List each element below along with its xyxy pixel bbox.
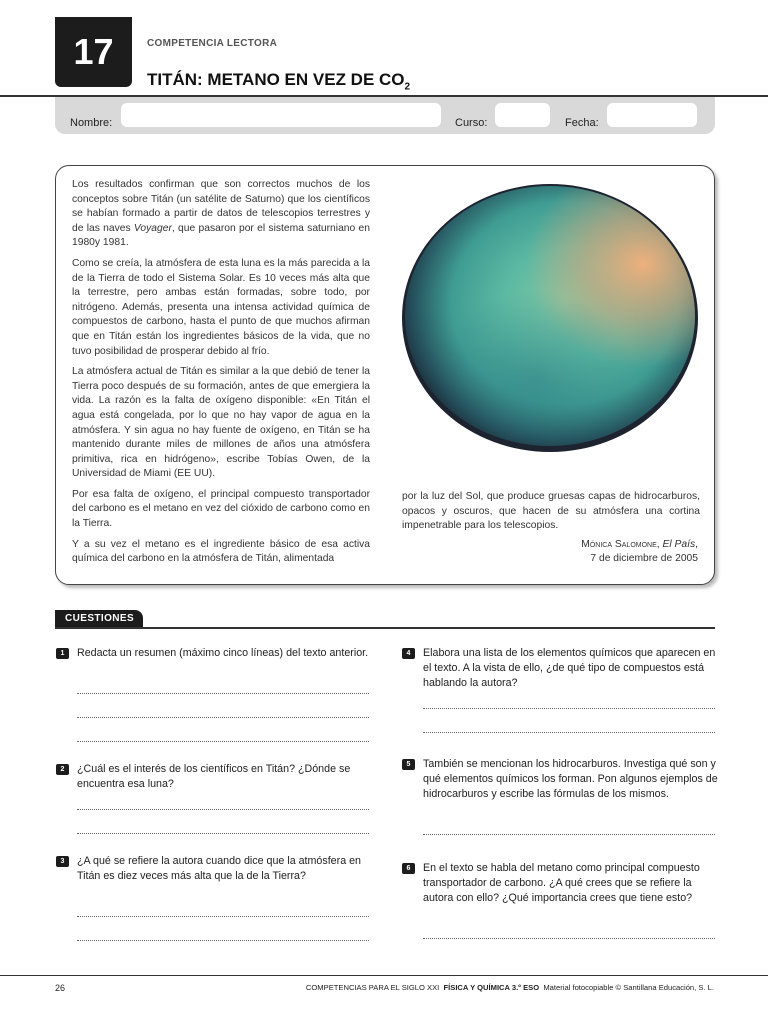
voyager-italic: Voyager (133, 222, 172, 234)
reading-paragraph-4: Por esa falta de oxígeno, el principal compuesto transportador del carbono es el metano en vez del cióxido de carbono como en la Tierra. (72, 488, 370, 530)
page-number: 26 (55, 983, 66, 993)
page-title (147, 70, 410, 92)
footer-divider (0, 975, 768, 976)
page-title-subscript: 2 (404, 81, 411, 93)
answer-line[interactable] (77, 916, 369, 917)
article-date: 7 de diciembre de 2005 (590, 553, 698, 564)
question-1 (60, 646, 372, 661)
unit-number: 17 (73, 31, 114, 72)
question-number-5: 5 (402, 759, 415, 770)
question-5 (406, 757, 718, 802)
questions-heading: CUESTIONES (55, 610, 143, 628)
answer-line[interactable] (423, 732, 715, 733)
student-info-bar (55, 97, 715, 134)
answer-line[interactable] (77, 833, 369, 834)
course-field[interactable] (495, 103, 550, 127)
reading-column-left (72, 178, 370, 573)
footer-series: COMPETENCIAS PARA EL SIGLO XXI (305, 983, 440, 992)
name-label: Nombre: (70, 117, 113, 129)
footer-subject: FÍSICA Y QUÍMICA 3.º ESO (443, 983, 540, 992)
question-text-6: En el texto se habla del metano como principal compuesto transportador de carbono. ¿A qué crees que se refiere la autora con ello? ¿Qué importancia crees que tiene esto? (423, 862, 700, 904)
question-4 (406, 646, 718, 691)
footer-credits (306, 983, 714, 992)
question-number-2: 2 (56, 764, 69, 775)
date-field[interactable] (607, 103, 697, 127)
question-number-4: 4 (402, 648, 415, 659)
question-text-5: También se mencionan los hidrocarburos. Investiga qué son y qué elementos químicos los forman. Pon algunos ejemplos de hidrocarburos y escribe las fórmulas de los mismos. (423, 758, 718, 800)
question-number-3: 3 (56, 856, 69, 867)
unit-number-tab (55, 17, 132, 87)
answer-line[interactable] (423, 708, 715, 709)
question-number-6: 6 (402, 863, 415, 874)
article-source: Mónica Salomone, El País, 7 de diciembre de 2005 (402, 538, 698, 566)
answer-line[interactable] (77, 741, 369, 742)
section-label: COMPETENCIA LECTORA (147, 38, 278, 49)
question-2 (60, 762, 372, 792)
question-text-1: Redacta un resumen (máximo cinco líneas) del texto anterior. (77, 647, 369, 659)
question-3 (60, 854, 372, 884)
publication-name: El País (662, 539, 696, 550)
questions-divider (55, 627, 715, 629)
question-text-4: Elabora una lista de los elementos químicos que aparecen en el texto. A la vista de ello, ¿de qué tipo de compuestos está hablando la autora? (423, 647, 716, 689)
footer-copyright: Material fotocopiable © Santillana Educación, S. L. (543, 983, 714, 992)
answer-line[interactable] (77, 717, 369, 718)
answer-line[interactable] (77, 809, 369, 810)
answer-line[interactable] (77, 693, 369, 694)
reading-paragraph-5: Y a su vez el metano es el ingrediente básico de esa activa química del carbono en la atmósfera de Titán, alimentada (72, 538, 370, 565)
author-name: Mónica Salomone (581, 539, 657, 550)
answer-line[interactable] (77, 940, 369, 941)
answer-line[interactable] (423, 834, 715, 835)
name-field[interactable] (121, 103, 441, 127)
question-text-2: ¿Cuál es el interés de los científicos en Titán? ¿Dónde se encuentra esa luna? (77, 763, 351, 790)
reading-paragraph-1-end: , que pasaron por el sistema saturniano en 1980y 1981. (72, 222, 370, 249)
question-6 (406, 861, 718, 906)
reading-column-right: por la luz del Sol, que produce gruesas capas de hidrocarburos, opacos y oscuros, que hacen de su atmósfera una cortina impenetrable para los telescopios. (402, 491, 700, 532)
course-label: Curso: (455, 117, 488, 129)
titan-planet-image (400, 178, 700, 460)
question-number-1: 1 (56, 648, 69, 659)
date-label: Fecha: (565, 117, 599, 129)
reading-paragraph-3: La atmósfera actual de Titán es similar a la que debió de tener la Tierra poco después de su formación, antes de que emergiera la vida. La razón es la falta de oxígeno disponible: «En Titán el agua está congelada, por lo que no hay vapor de agua en la atmósfera. Y sin agua no hay fuente de oxígeno, en Titán se ha mantenido durante miles de millones de años una atmósfera primitiva, rica en hidrógeno», escribe Tobías Owen, de la Universidad de Miami (EE UU). (72, 366, 370, 480)
question-text-3: ¿A qué se refiere la autora cuando dice que la atmósfera en Titán es diez veces más alta que la de la Tierra? (77, 855, 361, 882)
reading-paragraph-1-text: Los resultados confirman que son correctos muchos de los conceptos sobre Titán (un satélite de Saturno) que los científicos se habían formado a partir de datos de telescopios terrestres y de las naves (72, 179, 370, 234)
reading-paragraph-2: Como se creía, la atmósfera de esta luna es la más parecida a la de la Tierra de todo el Sistema Solar. Es 10 veces más alta que la terrestre, pero ambas están formadas, sobre todo, por nitrógeno. Además, presenta una intensa actividad química de compuestos de carbono, hasta el punto de que muchos afirman que en Titán están los ingredientes básicos de la vida, que no tuvo posibilidad de prosperar debido al frío. (72, 257, 370, 357)
answer-line[interactable] (423, 938, 715, 939)
page-title-text: TITÁN: METANO EN VEZ DE CO (147, 70, 405, 89)
reading-paragraph-1 (72, 178, 370, 251)
